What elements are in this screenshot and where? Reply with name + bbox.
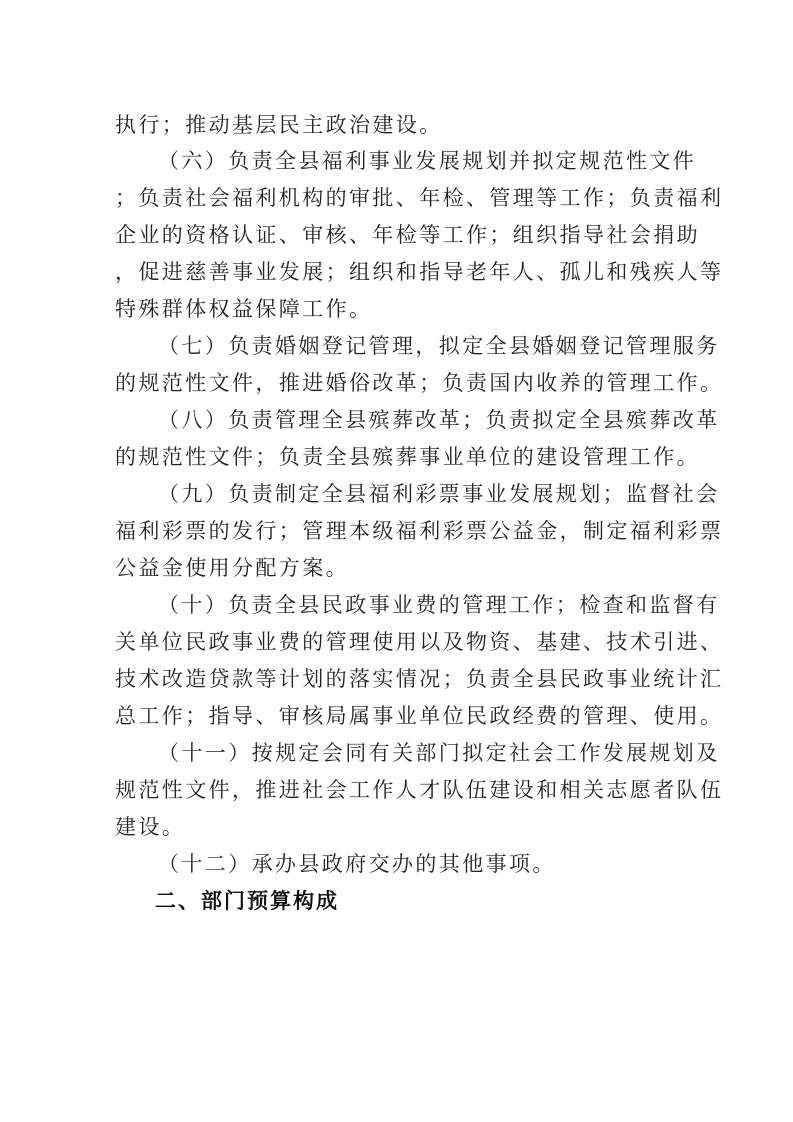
text-line: 总工作；指导、审核局属事业单位民政经费的管理、使用。	[115, 704, 724, 728]
text-line: 福利彩票的发行；管理本级福利彩票公益金，制定福利彩票	[115, 519, 724, 543]
text-line: （十）负责全县民政事业费的管理工作；检查和监督有	[158, 593, 720, 617]
text-line: 特殊群体权益保障工作。	[115, 297, 373, 321]
text-line: 公益金使用分配方案。	[115, 556, 349, 580]
text-line: 建设。	[115, 815, 186, 839]
text-line: 的规范性文件；负责全县殡葬事业单位的建设管理工作。	[115, 445, 700, 469]
text-line: 执行；推动基层民主政治建设。	[115, 113, 443, 137]
text-line: ；负责社会福利机构的审批、年检、管理等工作；负责福利	[115, 186, 724, 210]
section-heading: 二、部门预算构成	[155, 889, 339, 913]
text-line: 关单位民政事业费的管理使用以及物资、基建、技术引进、	[115, 630, 724, 654]
text-line: （七）负责婚姻登记管理，拟定全县婚姻登记管理服务	[158, 334, 720, 358]
text-line: （九）负责制定全县福利彩票事业发展规划；监督社会	[158, 482, 720, 506]
text-line: （十一）按规定会同有关部门拟定社会工作发展规划及	[158, 741, 720, 765]
text-line: 的规范性文件，推进婚俗改革；负责国内收养的管理工作。	[115, 371, 724, 395]
text-line: ，促进慈善事业发展；组织和指导老年人、孤儿和残疾人等	[115, 260, 724, 284]
text-line: 技术改造贷款等计划的落实情况；负责全县民政事业统计汇	[115, 667, 724, 691]
text-line: 企业的资格认证、审核、年检等工作；组织指导社会捐助	[115, 223, 700, 247]
text-line: （六）负责全县福利事业发展规划并拟定规范性文件	[158, 149, 697, 173]
text-line: 规范性文件，推进社会工作人才队伍建设和相关志愿者队伍	[115, 778, 724, 802]
text-line: （八）负责管理全县殡葬改革；负责拟定全县殡葬改革	[158, 408, 720, 432]
text-line: （十二）承办县政府交办的其他事项。	[158, 852, 556, 876]
